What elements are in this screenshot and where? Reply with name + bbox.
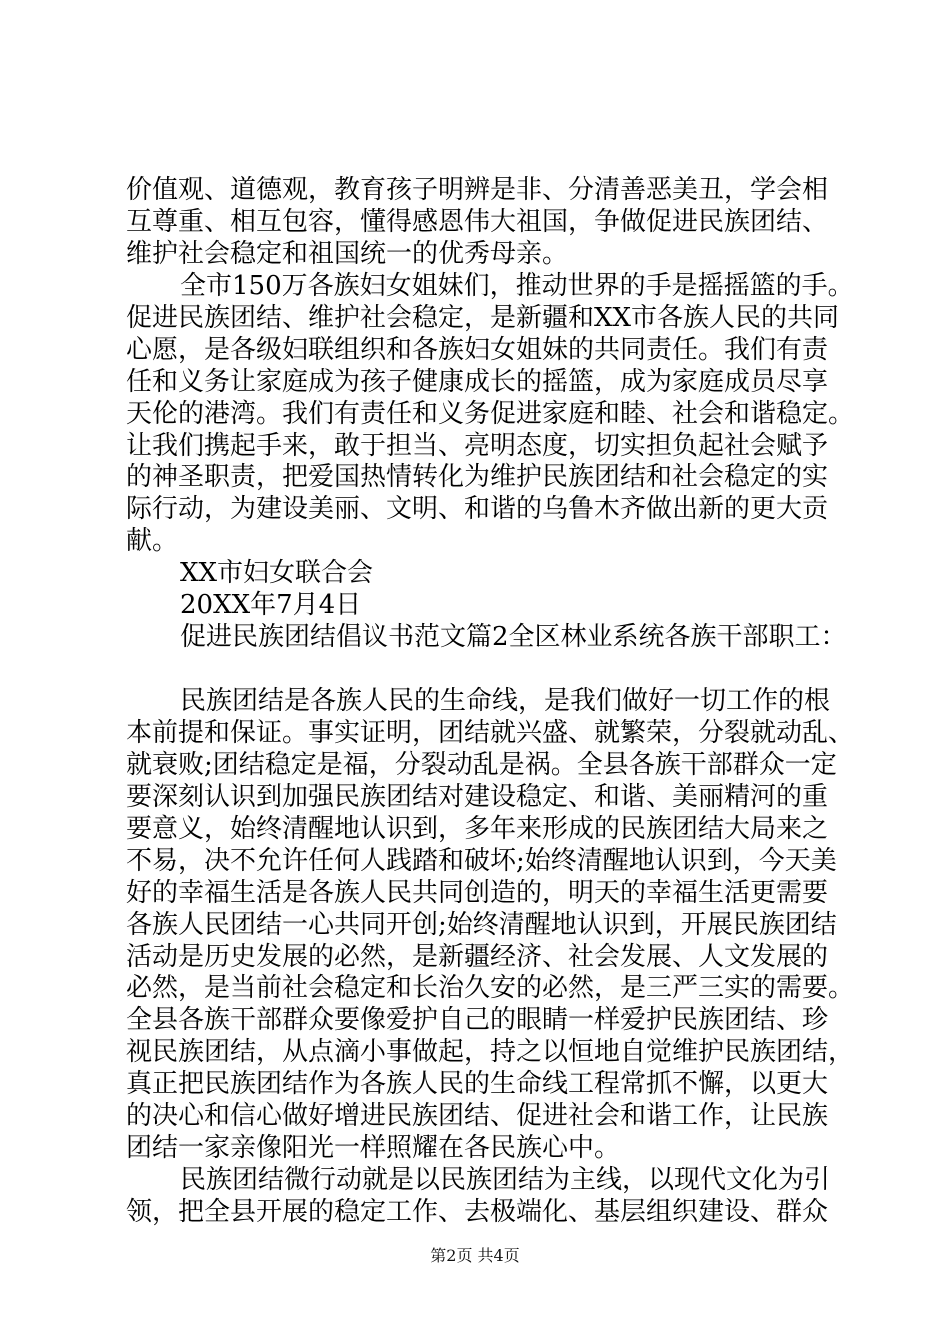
body-line: 献。	[126, 526, 179, 556]
body-line: 不易，决不允许任何人践踏和破坏;始终清醒地认识到，今天美	[126, 846, 837, 876]
body-line: 团结一家亲像阳光一样照耀在各民族心中。	[126, 1133, 621, 1163]
body-line: 互尊重、相互包容，懂得感恩伟大祖国，争做促进民族团结、	[126, 207, 829, 237]
body-line: 维护社会稳定和祖国统一的优秀母亲。	[126, 239, 569, 269]
body-line: 要深刻认识到加强民族团结对建设稳定、和谐、美丽精河的重	[126, 782, 829, 812]
signature-date: 20XX年7月4日	[180, 590, 362, 620]
paragraph-first-line: 全市150万各族妇女姐妹们，推动世界的手是摇摇篮的手。	[180, 271, 854, 301]
body-line: 必然，是当前社会稳定和长治久安的必然，是三严三实的需要。	[126, 973, 855, 1003]
body-line: 任和义务让家庭成为孩子健康成长的摇篮，成为家庭成员尽享	[126, 367, 829, 397]
body-line: 心愿，是各级妇联组织和各族妇女姐妹的共同责任。我们有责	[126, 335, 829, 365]
body-line: 真正把民族团结作为各族人民的生命线工程常抓不懈，以更大	[126, 1069, 829, 1099]
body-line: 的神圣职责，把爱国热情转化为维护民族团结和社会稳定的实	[126, 462, 829, 492]
body-line: 让我们携起手来，敢于担当、亮明态度，切实担负起社会赋予	[126, 431, 829, 461]
body-line: 就衰败;团结稳定是福，分裂动乱是祸。全县各族干部群众一定	[126, 750, 837, 780]
body-line: 价值观、道德观，教育孩子明辨是非、分清善恶美丑，学会相	[126, 175, 829, 205]
body-line: 促进民族团结、维护社会稳定，是新疆和XX市各族人民的共同	[126, 303, 840, 333]
paragraph-first-line: 民族团结是各族人民的生命线，是我们做好一切工作的根	[180, 686, 831, 716]
body-line: 活动是历史发展的必然，是新疆经济、社会发展、人文发展的	[126, 942, 829, 972]
body-line: 本前提和保证。事实证明，团结就兴盛、就繁荣，分裂就动乱、	[126, 718, 855, 748]
body-line: 全县各族干部群众要像爱护自己的眼睛一样爱护民族团结、珍	[126, 1005, 829, 1035]
signature-organization: XX市妇女联合会	[180, 558, 374, 588]
section-heading: 促进民族团结倡议书范文篇2全区林业系统各族干部职工：	[180, 622, 847, 652]
body-line: 领，把全县开展的稳定工作、去极端化、基层组织建设、群众	[126, 1197, 829, 1227]
body-line: 各族人民团结一心共同开创;始终清醒地认识到，开展民族团结	[126, 910, 837, 940]
body-line: 际行动，为建设美丽、文明、和谐的乌鲁木齐做出新的更大贡	[126, 494, 829, 524]
paragraph-first-line: 民族团结微行动就是以民族团结为主线，以现代文化为引	[180, 1165, 831, 1195]
body-line: 要意义，始终清醒地认识到，多年来形成的民族团结大局来之	[126, 814, 829, 844]
page-number-footer: 第2页 共4页	[430, 1246, 520, 1265]
body-line: 的决心和信心做好增进民族团结、促进社会和谐工作，让民族	[126, 1101, 829, 1131]
body-line: 天伦的港湾。我们有责任和义务促进家庭和睦、社会和谐稳定。	[126, 399, 855, 429]
body-line: 好的幸福生活是各族人民共同创造的，明天的幸福生活更需要	[126, 878, 829, 908]
body-line: 视民族团结，从点滴小事做起，持之以恒地自觉维护民族团结，	[126, 1037, 855, 1067]
